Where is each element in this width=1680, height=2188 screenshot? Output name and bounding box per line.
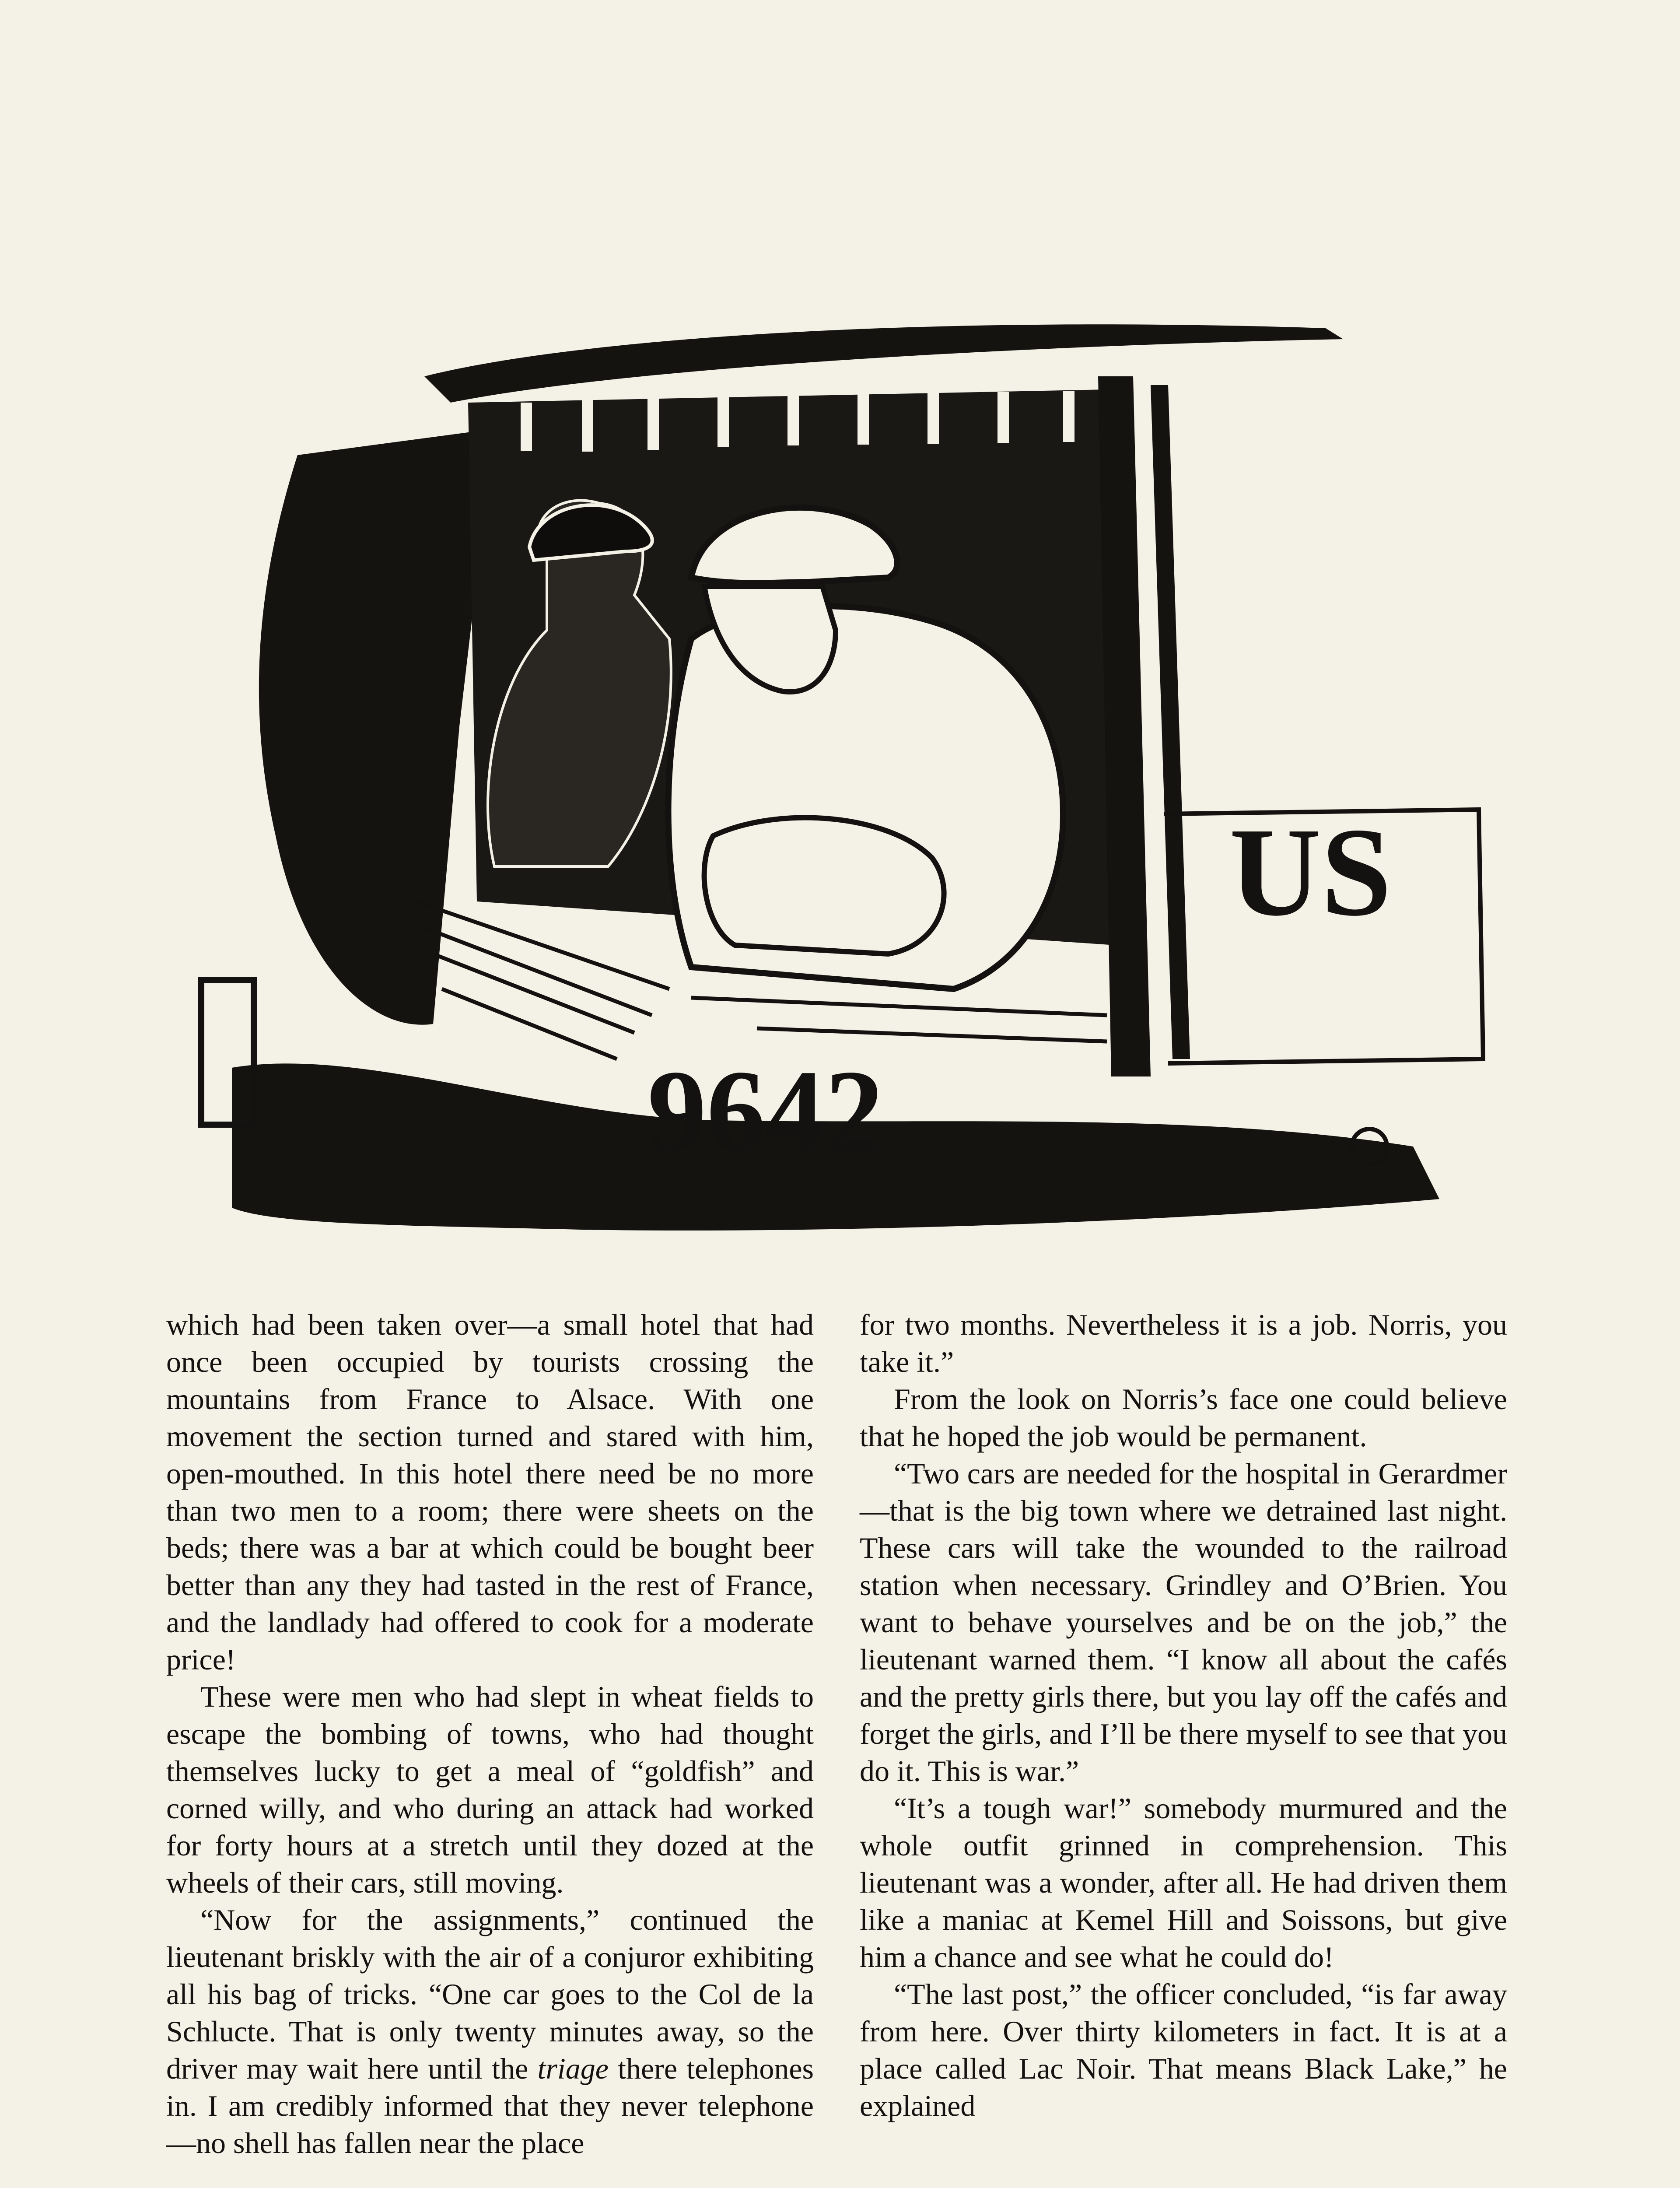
right-paragraph-5: “The last post,” the officer concluded, “is far away from here. Over thirty kilometers in fact. It is at a place called Lac Noir. That means Black Lake,” he explained — [860, 1978, 1507, 2122]
ambulance-illustration — [188, 245, 1501, 1278]
illustration-arm — [704, 818, 944, 954]
illustration-door-pillar — [1098, 376, 1151, 1076]
illustration-door-frame — [1151, 385, 1190, 1059]
left-paragraph-3-italic: triage — [537, 2052, 609, 2085]
right-paragraph-3: “Two cars are needed for the hospital in Gerardmer—that is the big town where we detrained last night. These cars will take the wounded to the railroad station when necessary. Grindley and O’Brien. You want to behave yourselves and be on the job,” the lieutenant warned them. “I know all about the cafés and the pretty girls there, but you lay off the cafés and forget the girls, and I’ll be there myself to see that you do it. This is war.” — [860, 1457, 1507, 1788]
left-paragraph-1: which had been taken over—a small hotel that had once been occupied by tourists crossing the mountains from France to Alsace. With one movement the section turned and stared with him, open-mouthed. In this hotel there need be no more than two men to a room; there were sheets on the beds; there was a bar at which could be bought beer better than any they had tasted in the rest of France, and the landlady had offered to cook for a moderate price! — [166, 1308, 814, 1676]
illustration-shadow-left — [259, 429, 494, 1025]
right-paragraph-2: From the look on Norris’s face one could believe that he hoped the job would be permanent. — [860, 1382, 1507, 1453]
illustration-cab-roof — [424, 324, 1343, 403]
ambulance-drivers-illustration-icon — [188, 245, 1501, 1278]
left-paragraph-2: These were men who had slept in wheat fields to escape the bombing of towns, who had thought themselves lucky to get a meal of “goldfish” and corned willy, and who during an attack had worked for forty hours at a stretch until they dozed at the wheels of their cars, still moving. — [166, 1680, 814, 1899]
right-paragraph-1: for two months. Nevertheless it is a job. Norris, you take it.” — [860, 1308, 1507, 1378]
left-paragraph-3-part-2: there telephones in. I am credibly informed that they never telephone—no shell has fallen near the place — [166, 2052, 814, 2160]
left-paragraph-3 — [166, 1901, 814, 2162]
illustration-lettering-number: 9642 — [648, 1046, 884, 1177]
illustration-lettering-us: US — [1229, 802, 1392, 942]
right-column — [860, 1306, 1507, 2125]
left-column — [166, 1306, 814, 2162]
left-paragraph-3-part-1: “Now for the assignments,” continued the lieutenant briskly with the air of a conjuror exhibiting all his bag of tricks. “One car goes to the Col de la Schlucte. That is only twenty minutes away, so the driver may wait here until the — [166, 1903, 814, 2085]
right-paragraph-4: “It’s a tough war!” somebody murmured and the whole outfit grinned in comprehension. This lieutenant was a wonder, after all. He had driven them like a maniac at Kemel Hill and Soissons, but give him a chance and see what he could do! — [860, 1792, 1507, 1974]
